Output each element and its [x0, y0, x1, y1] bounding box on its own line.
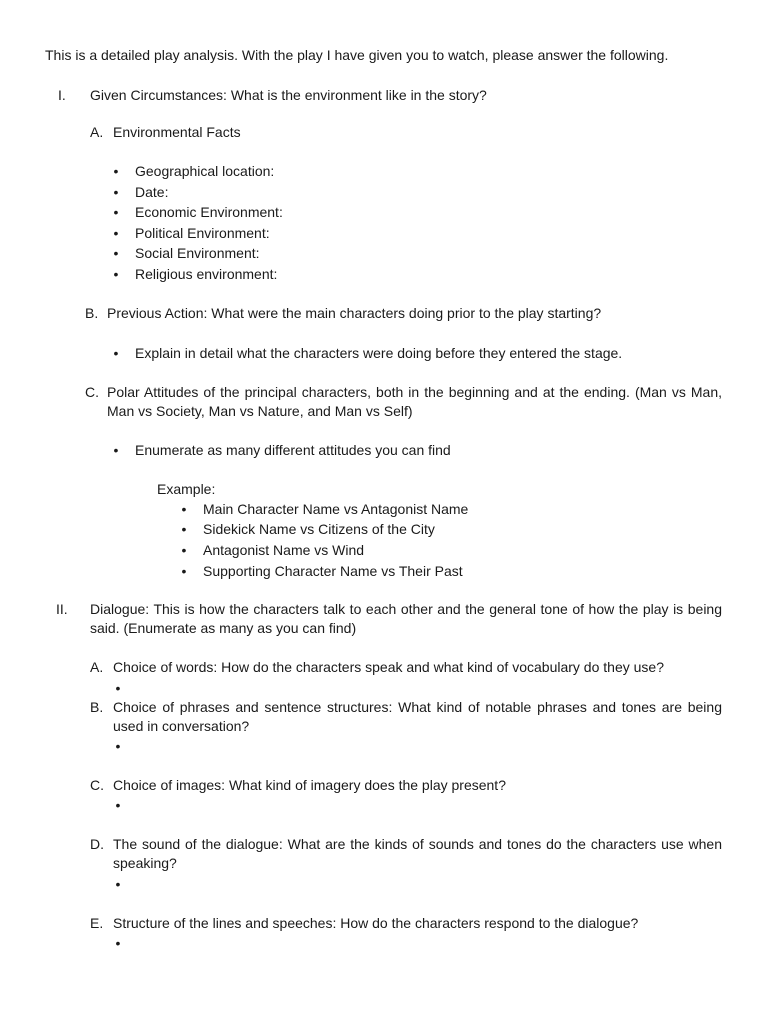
section-2-numeral: II. [56, 601, 68, 617]
section-1c-letter: C. [85, 384, 99, 400]
section-1a-title: Environmental Facts [113, 124, 241, 140]
section-2-title: Dialogue: This is how the characters talk to each other and the general tone of how the play is being said. (Enumerate as many as you can find) [90, 601, 722, 636]
list-item-social-environment: Social Environment: [135, 245, 260, 261]
list-item-economic-environment: Economic Environment: [135, 204, 283, 220]
bullet-icon [179, 562, 189, 581]
bullet-icon [179, 500, 189, 519]
section-1-title: Given Circumstances: What is the environment like in the story? [90, 87, 487, 103]
bullet-icon [111, 162, 121, 181]
bullet-icon [111, 441, 121, 460]
bullet-icon [111, 183, 121, 202]
section-2b-title: Choice of phrases and sentence structures: What kind of notable phrases and tones are being used in conversation? [113, 699, 722, 734]
section-2e-letter: E. [90, 915, 104, 931]
example-item: Main Character Name vs Antagonist Name [203, 501, 469, 517]
bullet-icon [113, 875, 123, 894]
bullet-icon [113, 796, 123, 815]
section-2a-letter: A. [90, 659, 104, 675]
section-1b-letter: B. [85, 305, 99, 321]
example-item: Sidekick Name vs Citizens of the City [203, 521, 435, 537]
bullet-icon [113, 934, 123, 953]
example-label: Example: [157, 481, 216, 497]
list-item-date: Date: [135, 184, 169, 200]
bullet-icon [113, 737, 123, 756]
bullet-icon [111, 224, 121, 243]
section-2a-title: Choice of words: How do the characters speak and what kind of vocabulary do they use? [113, 659, 664, 675]
bullet-icon [111, 244, 121, 263]
section-2b-letter: B. [90, 699, 104, 715]
list-item-previous-action: Explain in detail what the characters were doing before they entered the stage. [135, 345, 623, 361]
section-1b-title: Previous Action: What were the main characters doing prior to the play starting? [107, 305, 602, 321]
bullet-icon [111, 344, 121, 363]
section-1-numeral: I. [58, 87, 66, 103]
example-item: Supporting Character Name vs Their Past [203, 563, 463, 579]
bullet-icon [113, 679, 123, 698]
section-2e-title: Structure of the lines and speeches: How do the characters respond to the dialogue? [113, 915, 639, 931]
section-2d-letter: D. [90, 836, 104, 852]
section-1c-title: Polar Attitudes of the principal characters, both in the beginning and at the ending. (Man vs Man, Man vs Society, Man vs Nature, and Man vs Self) [107, 384, 722, 419]
list-item-enumerate-attitudes: Enumerate as many different attitudes you can find [135, 442, 451, 458]
bullet-icon [179, 541, 189, 560]
bullet-icon [111, 265, 121, 284]
list-item-political-environment: Political Environment: [135, 225, 270, 241]
section-2d-title: The sound of the dialogue: What are the kinds of sounds and tones do the characters use when speaking? [113, 836, 722, 871]
bullet-icon [179, 520, 189, 539]
example-item: Antagonist Name vs Wind [203, 542, 365, 558]
bullet-icon [111, 203, 121, 222]
list-item-geographical-location: Geographical location: [135, 163, 275, 179]
section-2c-title: Choice of images: What kind of imagery does the play present? [113, 777, 506, 793]
intro-text: This is a detailed play analysis. With the play I have given you to watch, please answer the following. [45, 47, 669, 63]
section-1a-letter: A. [90, 124, 104, 140]
list-item-religious-environment: Religious environment: [135, 266, 278, 282]
section-2c-letter: C. [90, 777, 104, 793]
